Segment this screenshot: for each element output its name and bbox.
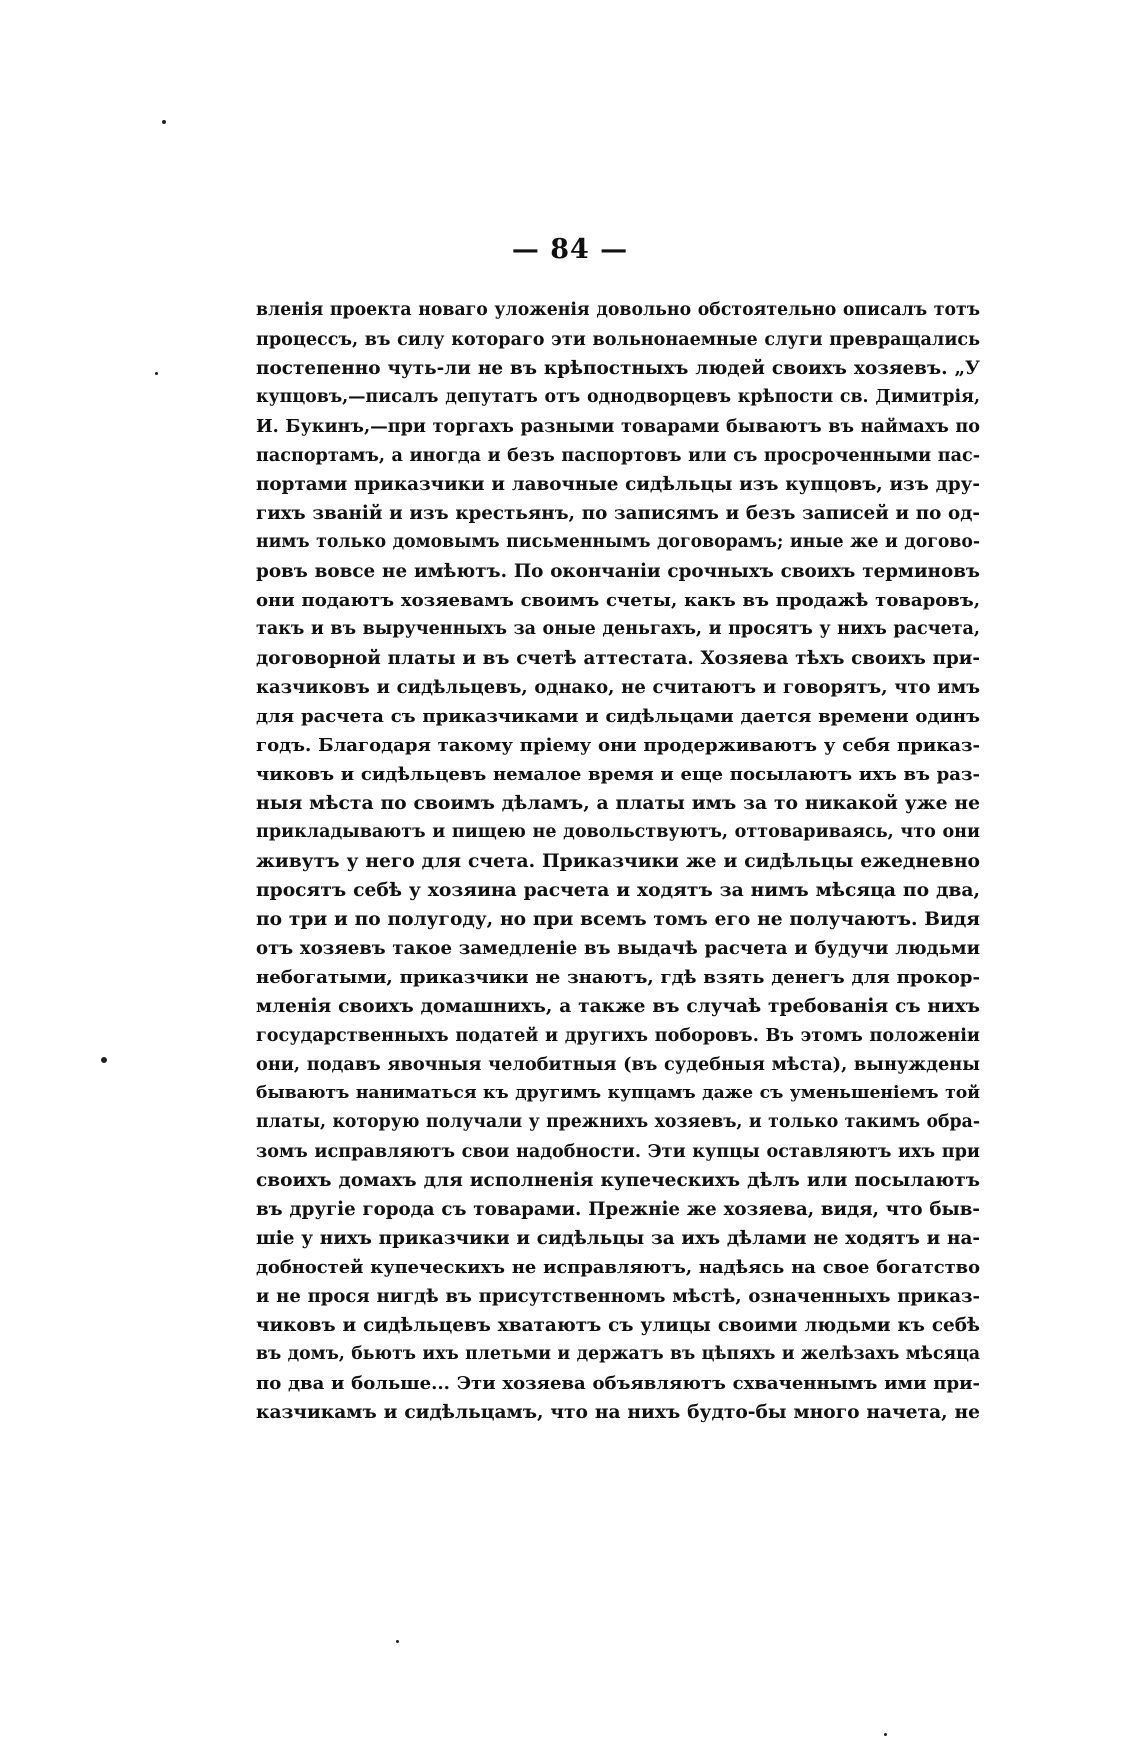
text-line: процессъ, въ силу котораго эти вольнонаемные слуги превращались bbox=[256, 329, 980, 350]
text-line: годъ. Благодаря такому пріему они продерживаютъ у себя приказ- bbox=[256, 735, 980, 756]
text-line: они, подавъ явочныя челобитныя (въ судебныя мѣста), вынуждены bbox=[256, 1054, 980, 1075]
print-speck bbox=[162, 120, 166, 124]
text-line: И. Букинъ,—при торгахъ разными товарами бываютъ въ наймахъ по bbox=[256, 416, 980, 437]
text-line: чиковъ и сидѣльцевъ немалое время и еще посылаютъ ихъ въ раз- bbox=[256, 764, 980, 785]
text-line: государственныхъ податей и другихъ поборовъ. Въ этомъ положеніи bbox=[256, 1025, 980, 1046]
body-text bbox=[256, 296, 980, 1427]
text-line: платы, которую получали у прежнихъ хозяевъ, и только такимъ обра- bbox=[256, 1112, 980, 1132]
text-line: вленія проекта новаго уложенія довольно обстоятельно описалъ тотъ bbox=[256, 300, 980, 320]
print-speck bbox=[396, 1640, 399, 1643]
text-line: отъ хозяевъ такое замедленіе въ выдачѣ расчета и будучи людьми bbox=[256, 938, 980, 959]
text-line: казчиковъ и сидѣльцевъ, однако, не считаютъ и говорятъ, что имъ bbox=[256, 677, 980, 698]
text-line: въ другіе города съ товарами. Прежніе же хозяева, видя, что быв- bbox=[256, 1199, 980, 1220]
text-line: мленія своихъ домашнихъ, а также въ случаѣ требованія съ нихъ bbox=[256, 996, 980, 1017]
text-line: бываютъ наниматься къ другимъ купцамъ даже съ уменьшеніемъ той bbox=[256, 1083, 980, 1103]
text-line: въ домъ, бьютъ ихъ плетьми и держатъ въ цѣпяхъ и желѣзахъ мѣсяца bbox=[256, 1344, 980, 1364]
text-line: живутъ у него для счета. Приказчики же и сидѣльцы ежедневно bbox=[256, 850, 980, 872]
text-line: они подаютъ хозяевамъ своимъ счеты, какъ въ продажѣ товаровъ, bbox=[256, 590, 980, 611]
text-line: прикладываютъ и пищею не довольствуютъ, оттовариваясь, что они bbox=[256, 822, 980, 842]
text-line: своихъ домахъ для исполненія купеческихъ дѣлъ или посылаютъ bbox=[256, 1170, 980, 1191]
text-line: и не прося нигдѣ въ присутственномъ мѣстѣ, означенныхъ приказ- bbox=[256, 1286, 980, 1307]
text-line: нимъ только домовымъ письменнымъ договорамъ; иные же и догово- bbox=[256, 532, 980, 552]
text-line: такъ и въ вырученныхъ за оные деньгахъ, и просятъ у нихъ расчета, bbox=[256, 619, 980, 639]
text-line: гихъ званій и изъ крестьянъ, по записямъ и безъ записей и по од- bbox=[256, 503, 980, 524]
text-line: чиковъ и сидѣльцевъ хватаютъ съ улицы своими людьми къ себѣ bbox=[256, 1315, 980, 1336]
text-line: договорной платы и въ счетѣ аттестата. Хозяева тѣхъ своихъ при- bbox=[256, 648, 980, 669]
text-line: ровъ вовсе не имѣютъ. По окончаніи срочныхъ своихъ терминовъ bbox=[256, 561, 980, 582]
text-line: небогатыми, приказчики не знаютъ, гдѣ взять денегъ для прокор- bbox=[256, 967, 980, 988]
text-line: паспортамъ, а иногда и безъ паспортовъ или съ просроченными пас- bbox=[256, 445, 980, 466]
text-line: по два и больше... Эти хозяева объявляютъ схваченнымъ ими при- bbox=[256, 1373, 980, 1394]
text-line: казчикамъ и сидѣльцамъ, что на нихъ будто-бы много начета, не bbox=[256, 1402, 980, 1423]
text-line: просятъ себѣ у хозяина расчета и ходятъ за нимъ мѣсяца по два, bbox=[256, 879, 980, 901]
print-speck bbox=[155, 372, 158, 375]
text-line: постепенно чуть-ли не въ крѣпостныхъ людей своихъ хозяевъ. „У bbox=[256, 358, 980, 379]
text-line: шіе у нихъ приказчики и сидѣльцы за ихъ дѣлами не ходятъ и на- bbox=[256, 1228, 980, 1249]
text-line: купцовъ,—писалъ депутатъ отъ однодворцевъ крѣпости св. Димитрія, bbox=[256, 387, 980, 407]
text-line: портами приказчики и лавочные сидѣльцы изъ купцовъ, изъ дру- bbox=[256, 474, 980, 495]
print-speck bbox=[101, 1057, 107, 1063]
text-line: по три и по полугоду, но при всемъ томъ его не получаютъ. Видя bbox=[256, 909, 980, 930]
print-speck bbox=[884, 1733, 887, 1736]
text-line: ныя мѣста по своимъ дѣламъ, а платы имъ за то никакой уже не bbox=[256, 792, 980, 814]
text-line: для расчета съ приказчиками и сидѣльцами дается времени одинъ bbox=[256, 706, 980, 727]
page-number: — 84 — bbox=[511, 234, 629, 265]
text-line: зомъ исправляютъ свои надобности. Эти купцы оставляютъ ихъ при bbox=[256, 1141, 980, 1162]
text-line: добностей купеческихъ не исправляютъ, надѣясь на свое богатство bbox=[256, 1257, 980, 1278]
